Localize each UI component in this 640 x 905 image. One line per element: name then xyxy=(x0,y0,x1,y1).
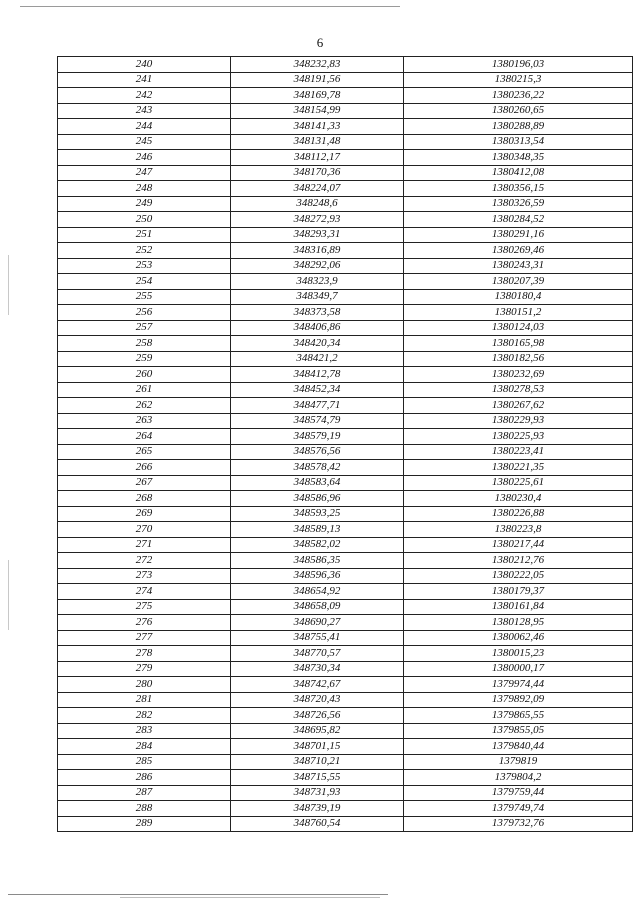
point-number-cell: 263 xyxy=(58,413,231,429)
table-row xyxy=(58,103,633,119)
table-row xyxy=(58,258,633,274)
x-coordinate-cell: 348191,56 xyxy=(231,72,404,88)
y-coordinate-cell: 1380000,17 xyxy=(404,661,633,677)
table-row xyxy=(58,181,633,197)
table-row xyxy=(58,243,633,259)
x-coordinate-cell: 348730,34 xyxy=(231,661,404,677)
table-row xyxy=(58,801,633,817)
table-row xyxy=(58,88,633,104)
y-coordinate-cell: 1380267,62 xyxy=(404,398,633,414)
point-number-cell: 262 xyxy=(58,398,231,414)
scan-edge-mark xyxy=(8,560,9,630)
x-coordinate-cell: 348477,71 xyxy=(231,398,404,414)
coordinates-table-body xyxy=(58,57,633,832)
x-coordinate-cell: 348349,7 xyxy=(231,289,404,305)
table-row xyxy=(58,72,633,88)
x-coordinate-cell: 348579,19 xyxy=(231,429,404,445)
x-coordinate-cell: 348726,56 xyxy=(231,708,404,724)
table-row xyxy=(58,754,633,770)
x-coordinate-cell: 348658,09 xyxy=(231,599,404,615)
x-coordinate-cell: 348373,58 xyxy=(231,305,404,321)
y-coordinate-cell: 1380212,76 xyxy=(404,553,633,569)
x-coordinate-cell: 348232,83 xyxy=(231,57,404,73)
point-number-cell: 247 xyxy=(58,165,231,181)
point-number-cell: 257 xyxy=(58,320,231,336)
y-coordinate-cell: 1380223,8 xyxy=(404,522,633,538)
y-coordinate-cell: 1380151,2 xyxy=(404,305,633,321)
table-row xyxy=(58,537,633,553)
y-coordinate-cell: 1380165,98 xyxy=(404,336,633,352)
y-coordinate-cell: 1379855,05 xyxy=(404,723,633,739)
table-row xyxy=(58,460,633,476)
x-coordinate-cell: 348323,9 xyxy=(231,274,404,290)
point-number-cell: 286 xyxy=(58,770,231,786)
y-coordinate-cell: 1380182,56 xyxy=(404,351,633,367)
x-coordinate-cell: 348292,06 xyxy=(231,258,404,274)
x-coordinate-cell: 348574,79 xyxy=(231,413,404,429)
y-coordinate-cell: 1380180,4 xyxy=(404,289,633,305)
x-coordinate-cell: 348715,55 xyxy=(231,770,404,786)
point-number-cell: 254 xyxy=(58,274,231,290)
y-coordinate-cell: 1379732,76 xyxy=(404,816,633,832)
x-coordinate-cell: 348586,96 xyxy=(231,491,404,507)
x-coordinate-cell: 348131,48 xyxy=(231,134,404,150)
point-number-cell: 270 xyxy=(58,522,231,538)
table-row xyxy=(58,568,633,584)
y-coordinate-cell: 1379804,2 xyxy=(404,770,633,786)
scan-edge-mark xyxy=(8,255,9,315)
table-row xyxy=(58,57,633,73)
point-number-cell: 274 xyxy=(58,584,231,600)
x-coordinate-cell: 348701,15 xyxy=(231,739,404,755)
point-number-cell: 242 xyxy=(58,88,231,104)
y-coordinate-cell: 1379759,44 xyxy=(404,785,633,801)
point-number-cell: 252 xyxy=(58,243,231,259)
bottom-scan-line xyxy=(120,897,380,898)
point-number-cell: 268 xyxy=(58,491,231,507)
y-coordinate-cell: 1380015,23 xyxy=(404,646,633,662)
x-coordinate-cell: 348452,34 xyxy=(231,382,404,398)
table-row xyxy=(58,630,633,646)
x-coordinate-cell: 348731,93 xyxy=(231,785,404,801)
x-coordinate-cell: 348316,89 xyxy=(231,243,404,259)
x-coordinate-cell: 348582,02 xyxy=(231,537,404,553)
x-coordinate-cell: 348583,64 xyxy=(231,475,404,491)
point-number-cell: 281 xyxy=(58,692,231,708)
point-number-cell: 244 xyxy=(58,119,231,135)
point-number-cell: 250 xyxy=(58,212,231,228)
table-row xyxy=(58,770,633,786)
table-row xyxy=(58,816,633,832)
table-row xyxy=(58,661,633,677)
point-number-cell: 273 xyxy=(58,568,231,584)
table-row xyxy=(58,119,633,135)
y-coordinate-cell: 1380062,46 xyxy=(404,630,633,646)
y-coordinate-cell: 1380221,35 xyxy=(404,460,633,476)
x-coordinate-cell: 348421,2 xyxy=(231,351,404,367)
point-number-cell: 253 xyxy=(58,258,231,274)
point-number-cell: 276 xyxy=(58,615,231,631)
y-coordinate-cell: 1380269,46 xyxy=(404,243,633,259)
table-row xyxy=(58,584,633,600)
x-coordinate-cell: 348695,82 xyxy=(231,723,404,739)
table-row xyxy=(58,739,633,755)
x-coordinate-cell: 348412,78 xyxy=(231,367,404,383)
x-coordinate-cell: 348169,78 xyxy=(231,88,404,104)
y-coordinate-cell: 1379892,09 xyxy=(404,692,633,708)
table-row xyxy=(58,475,633,491)
table-row xyxy=(58,677,633,693)
y-coordinate-cell: 1380412,08 xyxy=(404,165,633,181)
y-coordinate-cell: 1380230,4 xyxy=(404,491,633,507)
x-coordinate-cell: 348742,67 xyxy=(231,677,404,693)
x-coordinate-cell: 348248,6 xyxy=(231,196,404,212)
table-row xyxy=(58,491,633,507)
table-row xyxy=(58,599,633,615)
point-number-cell: 271 xyxy=(58,537,231,553)
x-coordinate-cell: 348578,42 xyxy=(231,460,404,476)
point-number-cell: 275 xyxy=(58,599,231,615)
point-number-cell: 259 xyxy=(58,351,231,367)
y-coordinate-cell: 1380128,95 xyxy=(404,615,633,631)
table-row xyxy=(58,553,633,569)
y-coordinate-cell: 1379749,74 xyxy=(404,801,633,817)
coordinates-table xyxy=(57,56,633,832)
x-coordinate-cell: 348170,36 xyxy=(231,165,404,181)
point-number-cell: 249 xyxy=(58,196,231,212)
y-coordinate-cell: 1380207,39 xyxy=(404,274,633,290)
x-coordinate-cell: 348739,19 xyxy=(231,801,404,817)
y-coordinate-cell: 1379974,44 xyxy=(404,677,633,693)
table-row xyxy=(58,444,633,460)
x-coordinate-cell: 348720,43 xyxy=(231,692,404,708)
table-row xyxy=(58,227,633,243)
y-coordinate-cell: 1380288,89 xyxy=(404,119,633,135)
point-number-cell: 279 xyxy=(58,661,231,677)
point-number-cell: 289 xyxy=(58,816,231,832)
point-number-cell: 267 xyxy=(58,475,231,491)
y-coordinate-cell: 1380161,84 xyxy=(404,599,633,615)
y-coordinate-cell: 1380348,35 xyxy=(404,150,633,166)
table-row xyxy=(58,382,633,398)
table-row xyxy=(58,506,633,522)
y-coordinate-cell: 1380260,65 xyxy=(404,103,633,119)
top-scan-line xyxy=(20,6,400,7)
table-row xyxy=(58,289,633,305)
x-coordinate-cell: 348586,35 xyxy=(231,553,404,569)
x-coordinate-cell: 348755,41 xyxy=(231,630,404,646)
point-number-cell: 269 xyxy=(58,506,231,522)
point-number-cell: 287 xyxy=(58,785,231,801)
x-coordinate-cell: 348272,93 xyxy=(231,212,404,228)
y-coordinate-cell: 1380356,15 xyxy=(404,181,633,197)
table-row xyxy=(58,305,633,321)
y-coordinate-cell: 1380284,52 xyxy=(404,212,633,228)
point-number-cell: 260 xyxy=(58,367,231,383)
table-row xyxy=(58,134,633,150)
page-number: 6 xyxy=(316,35,324,50)
point-number-cell: 255 xyxy=(58,289,231,305)
x-coordinate-cell: 348112,17 xyxy=(231,150,404,166)
table-row xyxy=(58,708,633,724)
point-number-cell: 258 xyxy=(58,336,231,352)
y-coordinate-cell: 1380232,69 xyxy=(404,367,633,383)
table-row xyxy=(58,413,633,429)
x-coordinate-cell: 348293,31 xyxy=(231,227,404,243)
table-row xyxy=(58,785,633,801)
y-coordinate-cell: 1380326,59 xyxy=(404,196,633,212)
y-coordinate-cell: 1380217,44 xyxy=(404,537,633,553)
y-coordinate-cell: 1380223,41 xyxy=(404,444,633,460)
point-number-cell: 280 xyxy=(58,677,231,693)
x-coordinate-cell: 348690,27 xyxy=(231,615,404,631)
point-number-cell: 245 xyxy=(58,134,231,150)
table-row xyxy=(58,212,633,228)
table-row xyxy=(58,336,633,352)
y-coordinate-cell: 1379840,44 xyxy=(404,739,633,755)
table-row xyxy=(58,429,633,445)
table-row xyxy=(58,646,633,662)
y-coordinate-cell: 1380196,03 xyxy=(404,57,633,73)
point-number-cell: 264 xyxy=(58,429,231,445)
y-coordinate-cell: 1380222,05 xyxy=(404,568,633,584)
point-number-cell: 284 xyxy=(58,739,231,755)
y-coordinate-cell: 1380226,88 xyxy=(404,506,633,522)
point-number-cell: 243 xyxy=(58,103,231,119)
bottom-scan-line xyxy=(8,894,388,895)
table-row xyxy=(58,165,633,181)
x-coordinate-cell: 348576,56 xyxy=(231,444,404,460)
y-coordinate-cell: 1380243,31 xyxy=(404,258,633,274)
x-coordinate-cell: 348420,34 xyxy=(231,336,404,352)
table-row xyxy=(58,522,633,538)
point-number-cell: 278 xyxy=(58,646,231,662)
x-coordinate-cell: 348406,86 xyxy=(231,320,404,336)
table-row xyxy=(58,615,633,631)
y-coordinate-cell: 1380179,37 xyxy=(404,584,633,600)
y-coordinate-cell: 1379865,55 xyxy=(404,708,633,724)
x-coordinate-cell: 348224,07 xyxy=(231,181,404,197)
x-coordinate-cell: 348141,33 xyxy=(231,119,404,135)
point-number-cell: 265 xyxy=(58,444,231,460)
x-coordinate-cell: 348710,21 xyxy=(231,754,404,770)
point-number-cell: 272 xyxy=(58,553,231,569)
point-number-cell: 277 xyxy=(58,630,231,646)
table-row xyxy=(58,320,633,336)
point-number-cell: 285 xyxy=(58,754,231,770)
x-coordinate-cell: 348593,25 xyxy=(231,506,404,522)
y-coordinate-cell: 1380229,93 xyxy=(404,413,633,429)
point-number-cell: 266 xyxy=(58,460,231,476)
point-number-cell: 261 xyxy=(58,382,231,398)
table-row xyxy=(58,398,633,414)
point-number-cell: 282 xyxy=(58,708,231,724)
x-coordinate-cell: 348596,36 xyxy=(231,568,404,584)
point-number-cell: 288 xyxy=(58,801,231,817)
point-number-cell: 246 xyxy=(58,150,231,166)
table-row xyxy=(58,274,633,290)
point-number-cell: 251 xyxy=(58,227,231,243)
x-coordinate-cell: 348589,13 xyxy=(231,522,404,538)
y-coordinate-cell: 1380291,16 xyxy=(404,227,633,243)
y-coordinate-cell: 1380225,61 xyxy=(404,475,633,491)
point-number-cell: 283 xyxy=(58,723,231,739)
table-row xyxy=(58,692,633,708)
table-row xyxy=(58,351,633,367)
point-number-cell: 240 xyxy=(58,57,231,73)
table-row xyxy=(58,196,633,212)
point-number-cell: 248 xyxy=(58,181,231,197)
x-coordinate-cell: 348654,92 xyxy=(231,584,404,600)
x-coordinate-cell: 348770,57 xyxy=(231,646,404,662)
table-row xyxy=(58,723,633,739)
y-coordinate-cell: 1380124,03 xyxy=(404,320,633,336)
x-coordinate-cell: 348760,54 xyxy=(231,816,404,832)
x-coordinate-cell: 348154,99 xyxy=(231,103,404,119)
point-number-cell: 256 xyxy=(58,305,231,321)
y-coordinate-cell: 1379819 xyxy=(404,754,633,770)
table-row xyxy=(58,150,633,166)
table-row xyxy=(58,367,633,383)
y-coordinate-cell: 1380225,93 xyxy=(404,429,633,445)
point-number-cell: 241 xyxy=(58,72,231,88)
y-coordinate-cell: 1380278,53 xyxy=(404,382,633,398)
y-coordinate-cell: 1380236,22 xyxy=(404,88,633,104)
y-coordinate-cell: 1380215,3 xyxy=(404,72,633,88)
y-coordinate-cell: 1380313,54 xyxy=(404,134,633,150)
